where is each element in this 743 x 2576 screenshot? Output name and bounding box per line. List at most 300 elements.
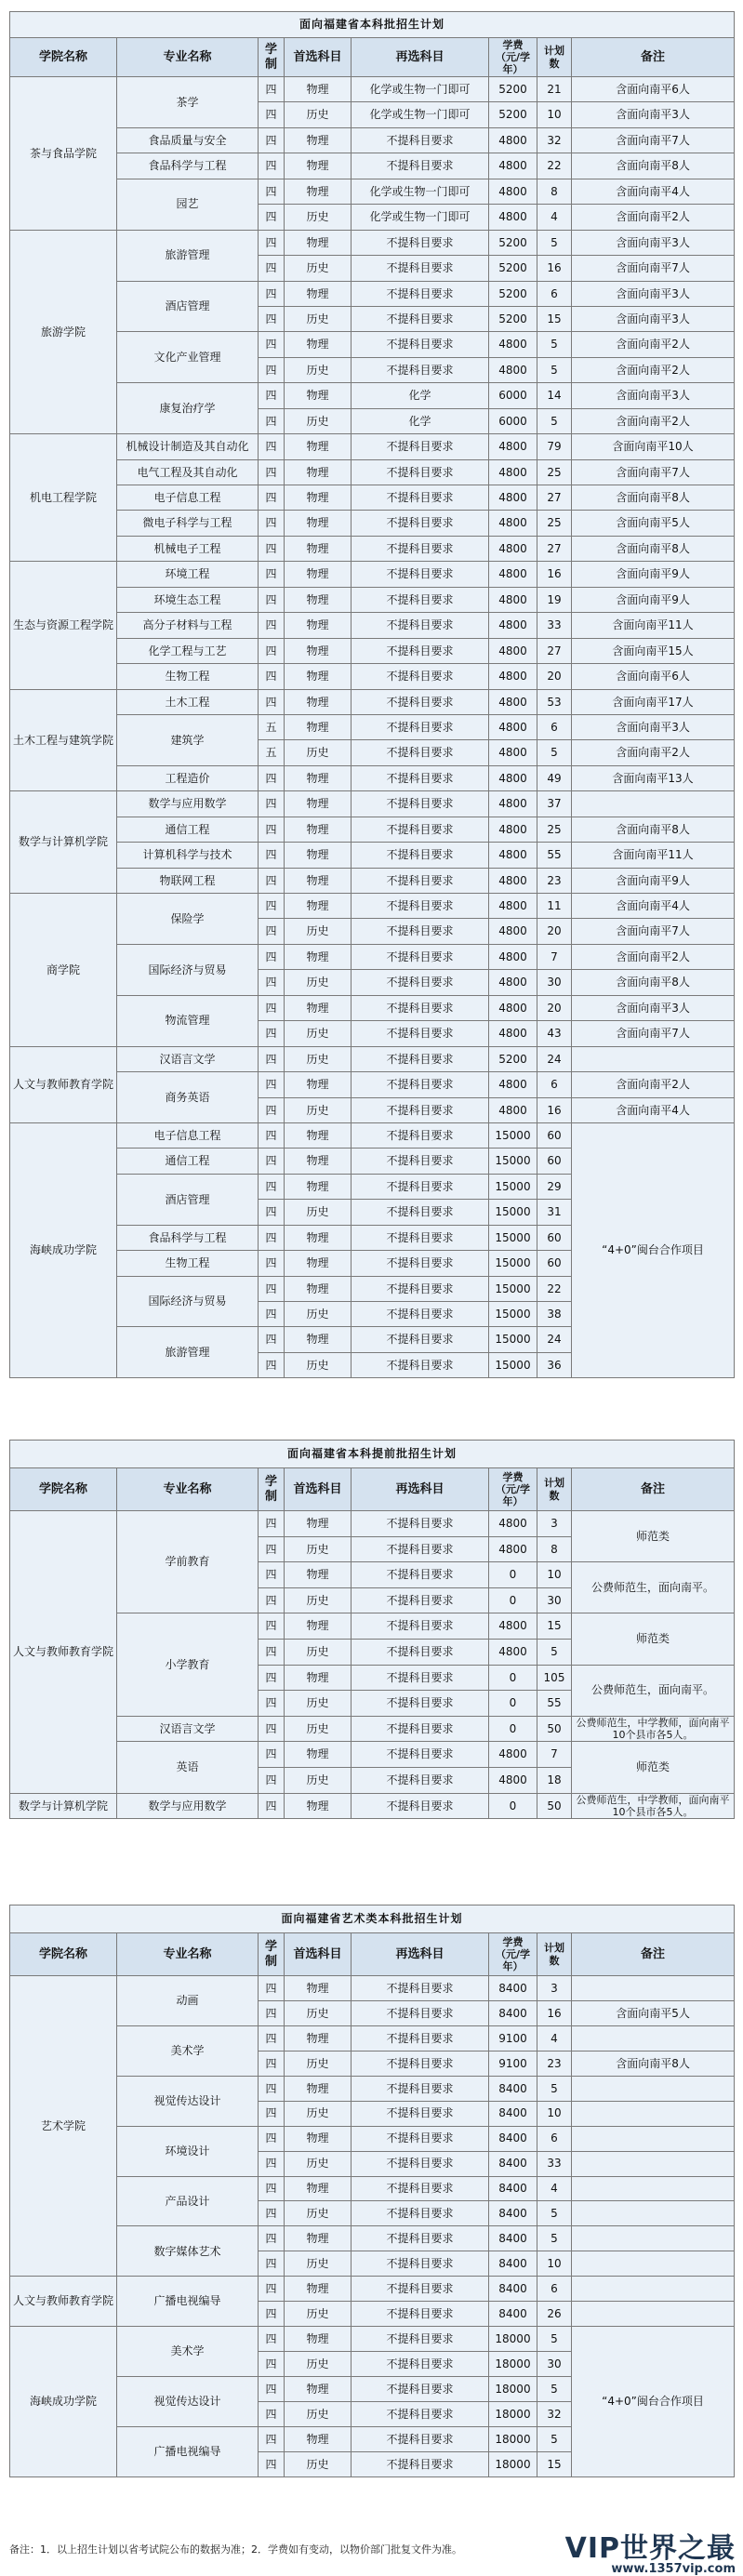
watermark-logo — [565, 2525, 736, 2576]
count-cell: 27 — [537, 536, 572, 561]
years-cell: 五 — [259, 740, 285, 765]
table-title: 面向福建省本科提前批招生计划 — [10, 1441, 735, 1468]
first-subject-cell: 历史 — [285, 1716, 352, 1742]
count-cell: 16 — [537, 1097, 572, 1122]
second-subject-cell: 不提科目要求 — [352, 1665, 489, 1691]
first-subject-cell: 物理 — [285, 536, 352, 561]
first-subject-cell: 历史 — [285, 970, 352, 995]
major-name: 电气工程及其自动化 — [117, 459, 259, 485]
table-row — [10, 1613, 735, 1640]
count-cell: 49 — [537, 765, 572, 790]
college-name: 数学与计算机学院 — [10, 791, 117, 894]
first-subject-cell: 物理 — [285, 1665, 352, 1691]
years-cell: 四 — [259, 511, 285, 536]
second-subject-cell: 不提科目要求 — [352, 1976, 489, 2001]
second-subject-cell: 化学 — [352, 383, 489, 408]
first-subject-cell: 物理 — [285, 587, 352, 612]
count-cell: 60 — [537, 1225, 572, 1250]
second-subject-cell: 不提科目要求 — [352, 306, 489, 331]
major-name: 物流管理 — [117, 995, 259, 1046]
remark-cell: 含面向南平9人 — [572, 868, 735, 893]
fee-cell: 8400 — [489, 2126, 537, 2151]
college-name: 生态与资源工程学院 — [10, 562, 117, 689]
count-cell: 36 — [537, 1352, 572, 1377]
fee-cell: 4800 — [489, 434, 537, 459]
second-subject-cell: 不提科目要求 — [352, 1072, 489, 1097]
count-cell: 5 — [537, 2076, 572, 2101]
second-subject-cell: 不提科目要求 — [352, 1511, 489, 1537]
years-cell: 四 — [259, 357, 285, 382]
years-cell: 四 — [259, 2076, 285, 2101]
fee-cell: 18000 — [489, 2327, 537, 2352]
remark-cell: 含面向南平2人 — [572, 740, 735, 765]
second-subject-cell: 化学或生物一门即可 — [352, 102, 489, 127]
fee-cell: 4800 — [489, 127, 537, 153]
header-fee: 学费（元/学年） — [489, 1933, 537, 1976]
second-subject-cell: 不提科目要求 — [352, 1302, 489, 1327]
fee-cell: 15000 — [489, 1225, 537, 1250]
years-cell: 四 — [259, 281, 285, 306]
fee-cell: 4800 — [489, 843, 537, 868]
major-name: 美术学 — [117, 2025, 259, 2076]
second-subject-cell: 不提科目要求 — [352, 2426, 489, 2451]
major-name: 数学与应用数学 — [117, 1793, 259, 1819]
count-cell: 5 — [537, 740, 572, 765]
second-subject-cell: 不提科目要求 — [352, 1200, 489, 1225]
first-subject-cell: 历史 — [285, 408, 352, 433]
fee-cell: 5200 — [489, 77, 537, 102]
second-subject-cell: 不提科目要求 — [352, 536, 489, 561]
remark-cell: 师范类 — [572, 1742, 735, 1793]
header-major: 专业名称 — [117, 38, 259, 77]
first-subject-cell: 物理 — [285, 1072, 352, 1097]
first-subject-cell: 物理 — [285, 2176, 352, 2201]
count-cell: 7 — [537, 1742, 572, 1768]
count-cell: 24 — [537, 1327, 572, 1352]
remark-cell: 含面向南平2人 — [572, 1072, 735, 1097]
second-subject-cell: 不提科目要求 — [352, 2327, 489, 2352]
header-remark: 备注 — [572, 38, 735, 77]
years-cell: 四 — [259, 256, 285, 281]
first-subject-cell: 物理 — [285, 459, 352, 485]
second-subject-cell: 不提科目要求 — [352, 995, 489, 1020]
second-subject-cell: 化学或生物一门即可 — [352, 179, 489, 204]
remark-cell — [572, 2302, 735, 2327]
years-cell: 四 — [259, 970, 285, 995]
years-cell: 四 — [259, 919, 285, 944]
remark-cell: 含面向南平2人 — [572, 408, 735, 433]
count-cell: 23 — [537, 868, 572, 893]
header-remark: 备注 — [572, 1468, 735, 1511]
table-row — [10, 765, 735, 790]
major-name: 广播电视编导 — [117, 2277, 259, 2327]
years-cell: 四 — [259, 817, 285, 842]
major-name: 园艺 — [117, 179, 259, 230]
years-cell: 四 — [259, 1613, 285, 1640]
table-row — [10, 714, 735, 739]
count-cell: 60 — [537, 1149, 572, 1174]
second-subject-cell: 不提科目要求 — [352, 2076, 489, 2101]
major-name: 环境生态工程 — [117, 587, 259, 612]
count-cell: 7 — [537, 944, 572, 969]
years-cell: 四 — [259, 77, 285, 102]
years-cell: 四 — [259, 1046, 285, 1071]
first-subject-cell: 历史 — [285, 2051, 352, 2076]
first-subject-cell: 物理 — [285, 281, 352, 306]
first-subject-cell: 物理 — [285, 714, 352, 739]
second-subject-cell: 不提科目要求 — [352, 1587, 489, 1613]
count-cell: 55 — [537, 1691, 572, 1717]
table-row — [10, 664, 735, 689]
first-subject-cell: 物理 — [285, 485, 352, 511]
table-row — [10, 511, 735, 536]
remark-cell: 含面向南平8人 — [572, 485, 735, 511]
fee-cell: 4800 — [489, 638, 537, 663]
second-subject-cell: 不提科目要求 — [352, 281, 489, 306]
college-name: 茶与食品学院 — [10, 77, 117, 231]
remark-cell: 含面向南平4人 — [572, 894, 735, 919]
first-subject-cell: 物理 — [285, 2377, 352, 2402]
second-subject-cell: 不提科目要求 — [352, 2126, 489, 2151]
major-name: 机械电子工程 — [117, 536, 259, 561]
fee-cell: 15000 — [489, 1302, 537, 1327]
table-row — [10, 995, 735, 1020]
count-cell: 38 — [537, 1302, 572, 1327]
second-subject-cell: 不提科目要求 — [352, 2101, 489, 2126]
count-cell: 31 — [537, 1200, 572, 1225]
count-cell: 6 — [537, 1072, 572, 1097]
first-subject-cell: 历史 — [285, 2201, 352, 2226]
first-subject-cell: 物理 — [285, 1511, 352, 1537]
second-subject-cell: 不提科目要求 — [352, 1046, 489, 1071]
first-subject-cell: 历史 — [285, 1352, 352, 1377]
table-row — [10, 281, 735, 306]
years-cell: 四 — [259, 1225, 285, 1250]
fee-cell: 8400 — [489, 2076, 537, 2101]
header-count: 计划数 — [537, 1933, 572, 1976]
first-subject-cell: 物理 — [285, 1174, 352, 1199]
count-cell: 26 — [537, 2302, 572, 2327]
count-cell: 32 — [537, 127, 572, 153]
years-cell: 四 — [259, 1352, 285, 1377]
table-row — [10, 77, 735, 102]
remark-cell: 公费师范生，面向南平。 — [572, 1562, 735, 1613]
remark-cell: 含面向南平2人 — [572, 944, 735, 969]
fee-cell: 4800 — [489, 1742, 537, 1768]
count-cell: 27 — [537, 638, 572, 663]
second-subject-cell: 不提科目要求 — [352, 434, 489, 459]
fee-cell: 8400 — [489, 2302, 537, 2327]
second-subject-cell: 不提科目要求 — [352, 1097, 489, 1122]
first-subject-cell: 物理 — [285, 1122, 352, 1148]
first-subject-cell: 物理 — [285, 127, 352, 153]
fee-cell: 15000 — [489, 1352, 537, 1377]
first-subject-cell: 物理 — [285, 1742, 352, 1768]
fee-cell: 4800 — [489, 153, 537, 179]
fee-cell: 4800 — [489, 970, 537, 995]
remark-cell: 含面向南平3人 — [572, 995, 735, 1020]
years-cell: 四 — [259, 664, 285, 689]
table-row — [10, 434, 735, 459]
years-cell: 四 — [259, 894, 285, 919]
count-cell: 5 — [537, 2426, 572, 2451]
major-name: 环境工程 — [117, 562, 259, 587]
count-cell: 10 — [537, 1562, 572, 1588]
first-subject-cell: 物理 — [285, 1976, 352, 2001]
fee-cell: 8400 — [489, 2101, 537, 2126]
major-name: 高分子材料与工程 — [117, 613, 259, 638]
table-row — [10, 1072, 735, 1097]
first-subject-cell: 物理 — [285, 562, 352, 587]
remark-cell: 含面向南平3人 — [572, 306, 735, 331]
first-subject-cell: 物理 — [285, 2426, 352, 2451]
first-subject-cell: 历史 — [285, 357, 352, 382]
remark-cell: “4+0”闽台合作项目 — [572, 2327, 735, 2477]
fee-cell: 8400 — [489, 1976, 537, 2001]
fee-cell: 4800 — [489, 944, 537, 969]
fee-cell: 18000 — [489, 2377, 537, 2402]
fee-cell: 4800 — [489, 1021, 537, 1046]
second-subject-cell: 不提科目要求 — [352, 1122, 489, 1148]
remark-cell: 含面向南平7人 — [572, 919, 735, 944]
table-row — [10, 153, 735, 179]
fee-cell: 15000 — [489, 1174, 537, 1199]
years-cell: 四 — [259, 843, 285, 868]
first-subject-cell: 物理 — [285, 843, 352, 868]
fee-cell: 8400 — [489, 2251, 537, 2277]
years-cell: 四 — [259, 2025, 285, 2051]
fee-cell: 0 — [489, 1587, 537, 1613]
first-subject-cell: 物理 — [285, 868, 352, 893]
years-cell: 四 — [259, 1200, 285, 1225]
first-subject-cell: 物理 — [285, 383, 352, 408]
second-subject-cell: 不提科目要求 — [352, 1536, 489, 1562]
table-row — [10, 2076, 735, 2101]
second-subject-cell: 不提科目要求 — [352, 919, 489, 944]
count-cell: 8 — [537, 179, 572, 204]
college-name: 旅游学院 — [10, 230, 117, 434]
header-fee: 学费（元/学年） — [489, 1468, 537, 1511]
fee-cell: 4800 — [489, 714, 537, 739]
header-major: 专业名称 — [117, 1933, 259, 1976]
major-name: 数字媒体艺术 — [117, 2226, 259, 2277]
table-row — [10, 1046, 735, 1071]
table-row — [10, 843, 735, 868]
header-fee: 学费（元/学年） — [489, 38, 537, 77]
remark-cell: 含面向南平15人 — [572, 638, 735, 663]
college-name: 人文与教师教育学院 — [10, 2277, 117, 2327]
first-subject-cell: 物理 — [285, 2076, 352, 2101]
count-cell: 5 — [537, 2377, 572, 2402]
second-subject-cell: 不提科目要求 — [352, 2352, 489, 2377]
major-name: 微电子科学与工程 — [117, 511, 259, 536]
second-subject-cell: 不提科目要求 — [352, 1742, 489, 1768]
major-name: 通信工程 — [117, 817, 259, 842]
remark-cell: 含面向南平11人 — [572, 613, 735, 638]
fee-cell: 4800 — [489, 1511, 537, 1537]
years-cell: 四 — [259, 485, 285, 511]
count-cell: 5 — [537, 1639, 572, 1665]
count-cell: 50 — [537, 1716, 572, 1742]
header-first-subject: 首选科目 — [285, 1933, 352, 1976]
first-subject-cell: 物理 — [285, 511, 352, 536]
first-subject-cell: 历史 — [285, 2451, 352, 2476]
second-subject-cell: 不提科目要求 — [352, 1639, 489, 1665]
count-cell: 29 — [537, 1174, 572, 1199]
major-name: 英语 — [117, 1742, 259, 1793]
years-cell: 四 — [259, 995, 285, 1020]
count-cell: 23 — [537, 2051, 572, 2076]
years-cell: 四 — [259, 562, 285, 587]
count-cell: 16 — [537, 2000, 572, 2025]
first-subject-cell: 物理 — [285, 613, 352, 638]
years-cell: 四 — [259, 1122, 285, 1148]
first-subject-cell: 历史 — [285, 256, 352, 281]
years-cell: 四 — [259, 2401, 285, 2426]
years-cell: 四 — [259, 179, 285, 204]
years-cell: 四 — [259, 1327, 285, 1352]
years-cell: 四 — [259, 332, 285, 357]
count-cell: 22 — [537, 153, 572, 179]
second-subject-cell: 不提科目要求 — [352, 2051, 489, 2076]
fee-cell: 4800 — [489, 689, 537, 714]
fee-cell: 4800 — [489, 1072, 537, 1097]
count-cell: 5 — [537, 332, 572, 357]
first-subject-cell: 历史 — [285, 1302, 352, 1327]
table-row — [10, 1511, 735, 1537]
first-subject-cell: 物理 — [285, 230, 352, 255]
remark-cell: 含面向南平8人 — [572, 817, 735, 842]
remark-cell: 含面向南平5人 — [572, 511, 735, 536]
table-row — [10, 459, 735, 485]
second-subject-cell: 不提科目要求 — [352, 511, 489, 536]
count-cell: 30 — [537, 970, 572, 995]
count-cell: 14 — [537, 383, 572, 408]
years-cell: 四 — [259, 1302, 285, 1327]
years-cell: 四 — [259, 1174, 285, 1199]
fee-cell: 8400 — [489, 2226, 537, 2251]
first-subject-cell: 物理 — [285, 1149, 352, 1174]
major-name: 国际经济与贸易 — [117, 944, 259, 995]
first-subject-cell: 物理 — [285, 434, 352, 459]
fee-cell: 4800 — [489, 894, 537, 919]
years-cell: 四 — [259, 1276, 285, 1301]
college-name: 数学与计算机学院 — [10, 1793, 117, 1819]
second-subject-cell: 不提科目要求 — [352, 2151, 489, 2176]
count-cell: 50 — [537, 1793, 572, 1819]
major-name: 数学与应用数学 — [117, 791, 259, 817]
count-cell: 25 — [537, 817, 572, 842]
second-subject-cell: 不提科目要求 — [352, 562, 489, 587]
second-subject-cell: 不提科目要求 — [352, 587, 489, 612]
first-subject-cell: 历史 — [285, 102, 352, 127]
second-subject-cell: 不提科目要求 — [352, 459, 489, 485]
fee-cell: 4800 — [489, 536, 537, 561]
remark-cell: 师范类 — [572, 1511, 735, 1562]
years-cell: 四 — [259, 127, 285, 153]
major-name: 动画 — [117, 1976, 259, 2026]
years-cell: 四 — [259, 2101, 285, 2126]
count-cell: 5 — [537, 2201, 572, 2226]
major-name: 保险学 — [117, 894, 259, 945]
major-name: 视觉传达设计 — [117, 2076, 259, 2126]
second-subject-cell: 化学 — [352, 408, 489, 433]
years-cell: 四 — [259, 2277, 285, 2302]
fee-cell: 4800 — [489, 1767, 537, 1793]
fee-cell: 4800 — [489, 562, 537, 587]
remark-cell: 含面向南平2人 — [572, 332, 735, 357]
fee-cell: 4800 — [489, 995, 537, 1020]
remark-cell: 含面向南平3人 — [572, 102, 735, 127]
years-cell: 四 — [259, 230, 285, 255]
count-cell: 32 — [537, 2401, 572, 2426]
fee-cell: 4800 — [489, 1097, 537, 1122]
years-cell: 四 — [259, 1587, 285, 1613]
remark-cell — [572, 2277, 735, 2302]
count-cell: 3 — [537, 1511, 572, 1537]
count-cell: 5 — [537, 357, 572, 382]
table-row — [10, 689, 735, 714]
first-subject-cell: 物理 — [285, 2025, 352, 2051]
fee-cell: 4800 — [489, 919, 537, 944]
first-subject-cell: 物理 — [285, 1276, 352, 1301]
second-subject-cell: 不提科目要求 — [352, 1225, 489, 1250]
count-cell: 37 — [537, 791, 572, 817]
table-row — [10, 1976, 735, 2001]
first-subject-cell: 历史 — [285, 2352, 352, 2377]
first-subject-cell: 物理 — [285, 791, 352, 817]
count-cell: 55 — [537, 843, 572, 868]
years-cell: 四 — [259, 2377, 285, 2402]
count-cell: 43 — [537, 1021, 572, 1046]
fee-cell: 5200 — [489, 230, 537, 255]
table-row — [10, 2126, 735, 2151]
college-name: 艺术学院 — [10, 1976, 117, 2277]
count-cell: 22 — [537, 1276, 572, 1301]
header-college: 学院名称 — [10, 1468, 117, 1511]
count-cell: 15 — [537, 2451, 572, 2476]
years-cell: 四 — [259, 383, 285, 408]
first-subject-cell: 物理 — [285, 2327, 352, 2352]
fee-cell: 4800 — [489, 485, 537, 511]
fee-cell: 8400 — [489, 2201, 537, 2226]
years-cell: 四 — [259, 1742, 285, 1768]
table-row — [10, 230, 735, 255]
plan-table — [9, 1905, 735, 2477]
first-subject-cell: 历史 — [285, 205, 352, 230]
first-subject-cell: 历史 — [285, 2151, 352, 2176]
years-cell: 四 — [259, 638, 285, 663]
first-subject-cell: 历史 — [285, 1046, 352, 1071]
count-cell: 4 — [537, 2025, 572, 2051]
first-subject-cell: 历史 — [285, 2302, 352, 2327]
table-row — [10, 1793, 735, 1819]
remark-cell: 含面向南平13人 — [572, 765, 735, 790]
remark-cell — [572, 2151, 735, 2176]
table-row — [10, 332, 735, 357]
table-row — [10, 2176, 735, 2201]
fee-cell: 5200 — [489, 281, 537, 306]
first-subject-cell: 历史 — [285, 740, 352, 765]
first-subject-cell: 物理 — [285, 1562, 352, 1588]
header-count: 计划数 — [537, 1468, 572, 1511]
remark-cell: 公费师范生，面向南平。 — [572, 1665, 735, 1716]
second-subject-cell: 不提科目要求 — [352, 664, 489, 689]
second-subject-cell: 不提科目要求 — [352, 944, 489, 969]
years-cell: 四 — [259, 2251, 285, 2277]
fee-cell: 0 — [489, 1793, 537, 1819]
fee-cell: 18000 — [489, 2426, 537, 2451]
